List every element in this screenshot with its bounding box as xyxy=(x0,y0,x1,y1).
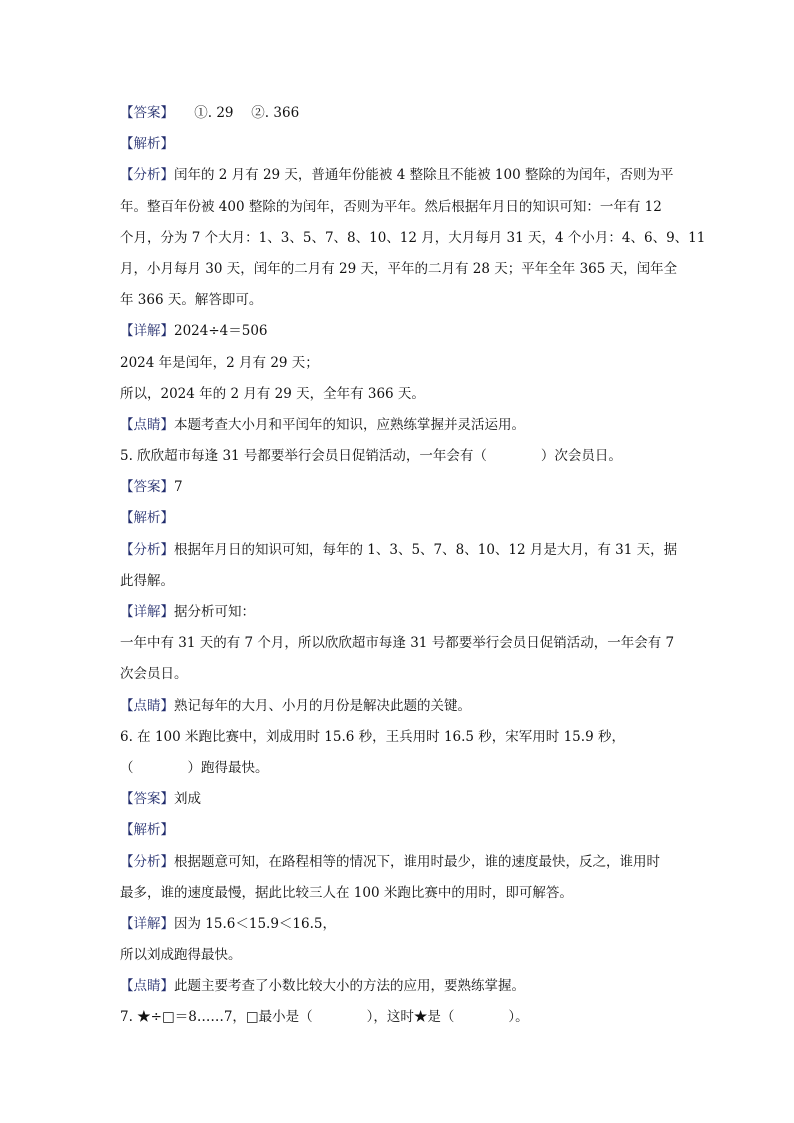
question-text: 6. 在 100 米跑比赛中，刘成用时 15.6 秒，王兵用时 16.5 秒，宋军用时 15.9 秒， xyxy=(120,728,625,745)
question-7 xyxy=(120,1004,680,1035)
answer-tag: 【答案】 xyxy=(120,791,174,808)
answer-tag: 【答案】 xyxy=(120,479,174,496)
xiangjie-tag: 【详解】 xyxy=(120,604,174,620)
dianjing-line-4 xyxy=(120,412,680,443)
analysis-tag: 【解析】 xyxy=(120,136,174,153)
line-text: 年 366 天。解答即可。 xyxy=(120,292,263,309)
line-text: 月，小月每月 30 天，闰年的二月有 29 天，平年的二月有 28 天；平年全年 365 天，闰年全 xyxy=(120,260,678,277)
answer-line-5 xyxy=(120,474,680,505)
fenxi-tag: 【分析】 xyxy=(120,167,174,184)
xiangjie-line-4a xyxy=(120,318,680,349)
line-text: 本题考查大小月和平闰年的知识，应熟练掌握并灵活运用。 xyxy=(174,416,525,433)
xiangjie-line-5c xyxy=(120,661,680,692)
line-text: 所以刘成跑得最快。 xyxy=(120,947,242,964)
dianjing-line-5 xyxy=(120,693,680,724)
dianjing-line-6 xyxy=(120,973,680,1004)
xiangjie-tag: 【详解】 xyxy=(120,323,174,340)
fenxi-line-5b xyxy=(120,568,680,599)
line-text: 闰年的 2 月有 29 天，普通年份能被 4 整除且不能被 100 整除的为闰年，否则为平 xyxy=(174,167,674,184)
line-text: 所以，2024 年的 2 月有 29 天，全年有 366 天。 xyxy=(120,385,425,402)
fenxi-line-4b xyxy=(120,194,680,225)
fenxi-tag: 【分析】 xyxy=(120,541,174,558)
answer-line-4 xyxy=(120,100,680,131)
line-text: 2024 年是闰年，2 月有 29 天； xyxy=(120,354,319,371)
analysis-heading-4 xyxy=(120,131,680,162)
answer-line-6 xyxy=(120,786,680,817)
line-text: 个月，分为 7 个大月：1、3、5、7、8、10、12 月，大月每月 31 天，4 个小月：4、6、9、11 xyxy=(120,229,706,246)
xiangjie-line-4b xyxy=(120,350,680,381)
analysis-heading-6 xyxy=(120,817,680,848)
answer-text: 7 xyxy=(174,479,183,496)
line-text: 此得解。 xyxy=(120,572,174,589)
line-text: 根据年月日的知识可知，每年的 1、3、5、7、8、10、12 月是大月，有 31 天，据 xyxy=(174,541,678,558)
fenxi-line-4d xyxy=(120,256,680,287)
dianjing-tag: 【点睛】 xyxy=(120,416,174,433)
dianjing-tag: 【点睛】 xyxy=(120,978,174,995)
analysis-tag: 【解析】 xyxy=(120,510,174,527)
dianjing-tag: 【点睛】 xyxy=(120,697,174,714)
line-text: 2024÷4＝506 xyxy=(174,323,268,340)
fenxi-tag: 【分析】 xyxy=(120,853,174,870)
question-text: （ ）跑得最快。 xyxy=(120,759,269,776)
question-5 xyxy=(120,443,680,474)
xiangjie-line-4c xyxy=(120,381,680,412)
line-text: 根据题意可知，在路程相等的情况下，谁用时最少，谁的速度最快，反之，谁用时 xyxy=(174,853,660,870)
xiangjie-tag: 【详解】 xyxy=(120,915,174,932)
answer-tag: 【答案】 xyxy=(120,105,168,121)
analysis-tag: 【解析】 xyxy=(120,822,174,839)
line-text: 次会员日。 xyxy=(120,666,188,683)
fenxi-line-4e xyxy=(120,287,680,318)
line-text: 据分析可知： xyxy=(174,604,255,620)
analysis-heading-5 xyxy=(120,505,680,536)
question-6a xyxy=(120,724,680,755)
line-text: 最多，谁的速度最慢，据此比较三人在 100 米跑比赛中的用时，即可解答。 xyxy=(120,884,573,901)
line-text: 因为 15.6＜15.9＜16.5， xyxy=(174,915,336,932)
fenxi-line-4c xyxy=(120,225,706,256)
line-text: 年。整百年份被 400 整除的为闰年，否则为平年。然后根据年月日的知识可知：一年有 12 xyxy=(120,198,662,215)
question-text: 7. ★÷□＝8……7，□最小是（ ），这时★是（ ）。 xyxy=(120,1009,529,1026)
question-text: 5. 欣欣超市每逢 31 号都要举行会员日促销活动，一年会有（ ）次会员日。 xyxy=(120,448,622,465)
answer-text: 刘成 xyxy=(174,791,201,808)
fenxi-line-6b xyxy=(120,880,680,911)
line-text: 此题主要考查了小数比较大小的方法的应用，要熟练掌握。 xyxy=(174,978,525,995)
xiangjie-line-6a xyxy=(120,911,680,942)
document-page xyxy=(120,100,706,1036)
line-text: 熟记每年的大月、小月的月份是解决此题的关键。 xyxy=(174,697,471,714)
line-text: 一年中有 31 天的有 7 个月，所以欣欣超市每逢 31 号都要举行会员日促销活动，一年会有 7 xyxy=(120,635,675,652)
fenxi-line-4a xyxy=(120,162,680,193)
fenxi-line-5a xyxy=(120,537,680,568)
answer-text: ①. 29 ②. 366 xyxy=(167,105,300,121)
question-6b xyxy=(120,755,680,786)
xiangjie-line-5a xyxy=(120,599,680,630)
fenxi-line-6a xyxy=(120,849,680,880)
xiangjie-line-6b xyxy=(120,942,680,973)
xiangjie-line-5b xyxy=(120,630,680,661)
